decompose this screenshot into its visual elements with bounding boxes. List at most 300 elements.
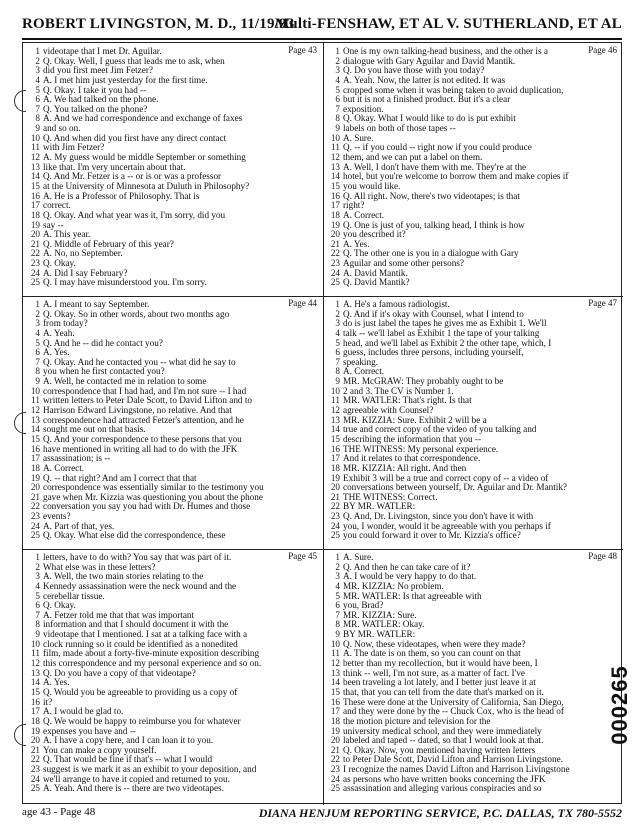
line-text: THE WITNESS: Correct.	[343, 492, 438, 502]
line-number: 22	[30, 755, 40, 765]
transcript-line	[26, 269, 320, 279]
line-number: 11	[331, 649, 340, 659]
line-text: videotape that I mentioned. I sat at a talking face with a	[43, 630, 248, 640]
transcript-line	[326, 678, 620, 688]
transcript-line	[26, 425, 320, 435]
line-number: 18	[330, 210, 340, 220]
line-text: head, and we'll label as Exhibit 2 the other tape, which, I	[343, 338, 552, 348]
transcript-line	[26, 124, 320, 134]
transcript-line	[326, 387, 620, 397]
line-text: Q. Okay. And he contacted you -- what did he say to	[43, 357, 236, 367]
transcript-line	[326, 358, 620, 368]
line-text: Q. Middle of February of this year?	[43, 239, 174, 249]
line-text: agreeable with Counsel?	[343, 406, 434, 416]
line-text: Q. And your correspondence to these persons that you	[43, 434, 242, 444]
transcript-line	[26, 454, 320, 464]
line-text: Q. And Mr. Fetzer is a -- or is or was a professor	[43, 172, 222, 182]
line-number: 7	[335, 357, 340, 367]
line-text: MR. McGRAW: They probably ought to be	[343, 377, 504, 387]
line-number: 2	[335, 562, 340, 572]
transcript-line	[326, 319, 620, 329]
line-number: 14	[30, 425, 40, 435]
line-number: 4	[35, 581, 40, 591]
transcript-line	[26, 630, 320, 640]
transcript-line	[26, 348, 320, 358]
binder-hole-mark	[14, 724, 26, 746]
transcript-line	[26, 182, 320, 192]
transcript-line	[26, 377, 320, 387]
line-text: better than my recollection, but it would have been, I	[343, 659, 538, 669]
line-text: events?	[43, 512, 71, 522]
line-number: 22	[30, 502, 40, 512]
line-number: 5	[335, 338, 340, 348]
transcript-line	[26, 95, 320, 105]
transcript-line	[26, 502, 320, 512]
line-number: 1	[35, 47, 40, 56]
line-text: Q. One is just of you, talking head, I think is how	[343, 220, 525, 230]
header-case-title: Multi-FENSHAW, ET AL V. SUTHERLAND, ET AL	[274, 16, 622, 32]
line-text: clock running so it could be identified as a nonedited	[43, 639, 238, 649]
line-number: 9	[35, 630, 40, 640]
transcript-line	[26, 406, 320, 416]
line-number: 20	[330, 483, 340, 493]
transcript-line	[26, 387, 320, 397]
line-text: correspondence had attracted Fetzer's attention, and he	[43, 415, 244, 425]
line-text: Q. Do you have a copy of that videotape?	[43, 668, 196, 678]
transcript-line	[26, 649, 320, 659]
binder-hole-mark	[14, 90, 26, 112]
line-number: 2	[35, 56, 40, 66]
line-text: the motion picture and television for the	[343, 716, 491, 726]
line-number: 13	[30, 415, 40, 425]
line-text: this correspondence and my personal experience and so on.	[43, 659, 262, 669]
transcript-line	[326, 367, 620, 377]
footer-page-range: age 43 - Page 48	[22, 806, 96, 818]
line-text: cerebellar tissue.	[43, 591, 105, 601]
line-number: 3	[35, 319, 40, 329]
transcript-line	[326, 582, 620, 592]
line-text: MR. KIZZIA: Sure.	[343, 610, 417, 620]
line-text: as persons who have written books concerning the JFK	[343, 774, 546, 784]
transcript-lines	[26, 300, 320, 541]
line-number: 9	[35, 124, 40, 134]
line-text: MR. KIZZIA: Sure. Exhibit 2 will be a	[343, 415, 487, 425]
transcript-line	[26, 483, 320, 493]
line-number: 25	[30, 531, 40, 541]
line-number: 18	[330, 716, 340, 726]
line-text: A. Yes.	[43, 678, 70, 688]
line-text: Q. Okay.	[43, 259, 76, 269]
transcript-line	[26, 240, 320, 250]
transcript-line	[26, 163, 320, 173]
line-text: MR. KIZZIA: All right. And then	[343, 463, 467, 473]
line-text: sought me out on that basis.	[43, 425, 146, 435]
line-number: 5	[35, 85, 40, 95]
transcript-lines	[26, 47, 320, 288]
line-text: Q. And he -- did he contact you?	[43, 338, 163, 348]
transcript-line	[26, 249, 320, 259]
transcript-line	[326, 416, 620, 426]
line-text: BY MR. WATLER:	[343, 630, 416, 640]
transcript-line	[326, 406, 620, 416]
line-number: 16	[30, 191, 40, 201]
transcript-line	[26, 582, 320, 592]
line-text: that, that you can tell from the date that's marked on it.	[343, 687, 544, 697]
line-number: 25	[30, 278, 40, 288]
line-number: 15	[330, 687, 340, 697]
line-number: 16	[30, 444, 40, 454]
line-number: 12	[330, 406, 340, 416]
line-text: expenses you have and --	[43, 726, 136, 736]
transcript-line	[326, 746, 620, 756]
line-number: 20	[30, 230, 40, 240]
transcript-line	[26, 445, 320, 455]
line-number: 7	[335, 610, 340, 620]
line-text: What else was in these letters?	[43, 562, 156, 572]
transcript-line	[26, 143, 320, 153]
transcript-line	[326, 765, 620, 775]
line-number: 17	[30, 454, 40, 464]
line-text: you, Brad?	[343, 601, 384, 611]
transcript-line	[326, 134, 620, 144]
transcript-line	[326, 512, 620, 522]
transcript-line	[326, 76, 620, 86]
transcript-line	[326, 86, 620, 96]
transcript-line	[26, 775, 320, 785]
line-number: 17	[330, 454, 340, 464]
transcript-line	[26, 358, 320, 368]
transcript-line	[326, 649, 620, 659]
line-text: Q. That would be fine if that's -- what I would	[43, 755, 213, 765]
line-text: THE WITNESS: My personal experience.	[343, 444, 499, 454]
line-number: 24	[30, 521, 40, 531]
line-number: 8	[35, 620, 40, 630]
line-text: speaking.	[343, 357, 378, 367]
transcript-line	[326, 377, 620, 387]
transcript-line	[26, 717, 320, 727]
line-number: 23	[30, 765, 40, 775]
line-number: 23	[330, 765, 340, 775]
line-text: say --	[43, 220, 64, 230]
line-text: exposition.	[343, 104, 384, 114]
line-number: 19	[330, 473, 340, 483]
line-number: 3	[35, 572, 40, 582]
transcript-line	[26, 278, 320, 288]
line-text: been traveling a lot lately, and I better just leave it at	[343, 678, 536, 688]
transcript-line	[26, 601, 320, 611]
line-text: A. I have a copy here, and I can loan it to you.	[43, 736, 214, 746]
transcript-line	[26, 669, 320, 679]
line-number: 10	[30, 133, 40, 143]
line-text: A. Well, the two main stories relating to the	[43, 572, 204, 582]
line-text: A. I would be very happy to do that.	[343, 572, 477, 582]
line-number: 6	[35, 348, 40, 358]
line-text: I recognize the names David Lifton and Harrison Livingstone	[343, 765, 570, 775]
footer-reporting-service: DIANA HENJUM REPORTING SERVICE, P.C. DALLAS, TX 780-5552	[258, 806, 622, 820]
line-text: Q. And, Dr. Livingston, since you don't have it with	[343, 512, 534, 522]
transcript-line	[26, 47, 320, 57]
line-number: 25	[330, 531, 340, 541]
transcript-line	[326, 502, 620, 512]
line-text: MR. WATLER: Is that agreeable with	[343, 591, 482, 601]
transcript-line	[326, 300, 620, 310]
transcript-line	[326, 310, 620, 320]
line-text: videotape that I met Dr. Aguilar.	[43, 47, 162, 56]
line-number: 6	[35, 601, 40, 611]
transcript-line	[26, 86, 320, 96]
line-number: 4	[335, 75, 340, 85]
line-number: 3	[335, 319, 340, 329]
line-number: 11	[331, 143, 340, 153]
line-text: think -- well, I'm not sure, as a matter of fact. I've	[343, 668, 525, 678]
page-number: Page 47	[588, 298, 617, 308]
line-text: true and correct copy of the video of you talking and	[343, 425, 537, 435]
transcript-line	[26, 755, 320, 765]
line-text: university medical school, and they were immediately	[343, 726, 542, 736]
transcript-page-44	[24, 297, 322, 549]
line-number: 15	[30, 687, 40, 697]
transcript-page-46	[324, 44, 622, 296]
line-number: 14	[30, 172, 40, 182]
transcript-line	[26, 105, 320, 115]
page-number: Page 45	[288, 551, 317, 561]
line-number: 24	[30, 774, 40, 784]
bates-stamp	[602, 650, 638, 760]
line-number: 19	[330, 726, 340, 736]
transcript-line	[326, 153, 620, 163]
transcript-line	[26, 201, 320, 211]
transcript-line	[26, 300, 320, 310]
line-text: A. Sure.	[343, 133, 374, 143]
line-text: Q. Okay. Well, I guess that leads me to ask, when	[43, 56, 225, 66]
transcript-line	[26, 153, 320, 163]
line-number: 10	[330, 386, 340, 396]
transcript-line	[326, 192, 620, 202]
transcript-line	[26, 678, 320, 688]
line-number: 10	[330, 133, 340, 143]
line-text: Q. Do you have those with you today?	[343, 66, 485, 76]
line-number: 14	[330, 425, 340, 435]
transcript-line	[326, 707, 620, 717]
line-number: 2	[335, 309, 340, 319]
line-text: Q. Okay. What I would like to do is put exhibit	[343, 114, 516, 124]
line-number: 1	[335, 47, 340, 56]
transcript-line	[326, 201, 620, 211]
line-text: have mentioned in writing all had to do with the JFK	[43, 444, 238, 454]
line-number: 18	[30, 463, 40, 473]
line-text: guess, includes three persons, including yourself,	[343, 348, 524, 358]
line-number: 23	[30, 512, 40, 522]
line-number: 15	[30, 181, 40, 191]
line-number: 16	[330, 444, 340, 454]
line-text: describing the information that you --	[343, 434, 482, 444]
transcript-line	[26, 211, 320, 221]
transcript-line	[26, 659, 320, 669]
line-number: 12	[30, 153, 40, 163]
line-number: 22	[330, 249, 340, 259]
line-number: 8	[335, 620, 340, 630]
line-number: 7	[35, 357, 40, 367]
line-number: 13	[330, 668, 340, 678]
transcript-line	[26, 435, 320, 445]
line-number: 8	[35, 367, 40, 377]
line-text: labeled and taped -- dated, so that I would look at that.	[343, 736, 544, 746]
line-text: A. Yeah. And there is -- there are two videotapes.	[43, 784, 224, 794]
transcript-line	[26, 727, 320, 737]
line-number: 6	[335, 95, 340, 105]
line-number: 9	[335, 377, 340, 387]
line-text: A. Well, he contacted me in relation to some	[43, 377, 207, 387]
line-text: A. Sure.	[343, 553, 374, 562]
transcript-line	[26, 396, 320, 406]
transcript-line	[26, 76, 320, 86]
page-number: Page 43	[288, 45, 317, 55]
line-text: at the University of Minnesota at Duluth in Philosophy?	[43, 181, 250, 191]
line-number: 22	[30, 249, 40, 259]
line-number: 4	[35, 328, 40, 338]
line-number: 5	[335, 85, 340, 95]
transcript-line	[326, 105, 620, 115]
transcript-line	[326, 522, 620, 532]
line-text: A. Correct.	[343, 210, 385, 220]
line-number: 12	[330, 153, 340, 163]
transcript-line	[326, 230, 620, 240]
transcript-line	[326, 396, 620, 406]
transcript-lines	[326, 47, 620, 288]
line-number: 11	[31, 143, 40, 153]
transcript-grid	[22, 42, 622, 804]
line-number: 19	[330, 220, 340, 230]
transcript-line	[326, 553, 620, 563]
line-text: Q. Okay. And what year was it, I'm sorry, did you	[43, 210, 226, 220]
line-text: talk -- we'll label as Exhibit 1 the tape of your talking	[343, 328, 540, 338]
line-text: cropped some when it was being taken to avoid duplication,	[343, 85, 564, 95]
line-text: like that. I'm very uncertain about that.	[43, 162, 186, 172]
line-text: hotel, but you're welcome to borrow them and make copies if	[343, 172, 569, 182]
line-text: A. My guess would be middle September or something	[43, 153, 246, 163]
line-number: 12	[30, 406, 40, 416]
transcript-line	[326, 278, 620, 288]
line-text: with Jim Fetzer?	[43, 143, 105, 153]
line-text: right?	[343, 201, 365, 211]
line-number: 4	[335, 581, 340, 591]
page-number: Page 46	[588, 45, 617, 55]
transcript-line	[326, 659, 620, 669]
line-text: And it relates to that correspondence.	[343, 454, 481, 464]
line-number: 21	[30, 239, 40, 249]
line-text: Q. Okay. I take it you had --	[43, 85, 147, 95]
line-text: A. He's a famous radiologist.	[343, 300, 450, 309]
line-text: written letters to Peter Dale Scott, to David Lifton and to	[43, 396, 252, 406]
line-number: 24	[330, 521, 340, 531]
transcript-line	[26, 367, 320, 377]
line-text: A. Correct.	[343, 367, 385, 377]
transcript-line	[326, 630, 620, 640]
transcript-page-48	[324, 550, 622, 802]
line-number: 17	[330, 201, 340, 211]
line-text: film, made about a forty-five-minute exposition describing	[43, 649, 260, 659]
line-text: A. Yes.	[343, 239, 370, 249]
line-number: 1	[35, 553, 40, 562]
line-number: 10	[30, 386, 40, 396]
line-text: A. We had talked on the phone.	[43, 95, 159, 105]
line-number: 23	[30, 259, 40, 269]
transcript-line	[326, 182, 620, 192]
line-text: One is my own talking-head business, and the other is a	[343, 47, 548, 56]
line-text: dialogue with Gary Aguilar and David Mantik.	[343, 56, 516, 66]
transcript-line	[326, 611, 620, 621]
transcript-line	[26, 230, 320, 240]
line-number: 2	[35, 562, 40, 572]
line-text: Exhibit 3 will be a true and correct copy of -- a video of	[343, 473, 549, 483]
transcript-line	[326, 454, 620, 464]
line-text: A. Did I say February?	[43, 268, 128, 278]
transcript-lines	[26, 553, 320, 794]
line-number: 2	[35, 309, 40, 319]
line-text: you described it?	[343, 230, 406, 240]
page-number: Page 44	[288, 298, 317, 308]
line-text: A. Yeah.	[43, 328, 75, 338]
transcript-line	[26, 221, 320, 231]
line-text: A. And we had correspondence and exchange of faxes	[43, 114, 243, 124]
line-text: did you first meet Jim Fetzer?	[43, 66, 153, 76]
transcript-line	[26, 522, 320, 532]
line-number: 9	[335, 124, 340, 134]
line-text: Q. We would be happy to reimburse you for whatever	[43, 716, 241, 726]
line-number: 7	[35, 104, 40, 114]
line-text: MR. KIZZIA: No problem.	[343, 581, 444, 591]
transcript-line	[26, 474, 320, 484]
line-number: 20	[330, 736, 340, 746]
transcript-line	[326, 736, 620, 746]
line-number: 7	[35, 610, 40, 620]
line-number: 15	[330, 181, 340, 191]
line-number: 1	[335, 300, 340, 309]
line-number: 4	[35, 75, 40, 85]
line-number: 24	[30, 268, 40, 278]
document-footer	[22, 806, 622, 822]
line-number: 1	[335, 553, 340, 562]
line-number: 9	[335, 630, 340, 640]
line-text: and they were done by the -- Chuck Cox, who is the head of	[343, 707, 564, 717]
transcript-line	[26, 192, 320, 202]
line-text: Aguilar and some other persons?	[343, 259, 464, 269]
transcript-lines	[326, 553, 620, 794]
line-text: Q. Okay. So in other words, about two months ago	[43, 309, 230, 319]
line-number: 19	[30, 726, 40, 736]
line-number: 21	[330, 492, 340, 502]
transcript-line	[326, 221, 620, 231]
line-text: A. Well, I don't have them with me. They're at the	[343, 162, 527, 172]
line-text: information and that I should document it with the	[43, 620, 229, 630]
transcript-line	[326, 269, 620, 279]
line-text: A. I met him just yesterday for the first time.	[43, 75, 208, 85]
line-text: Q. Okay. Now, you mentioned having written letters	[343, 745, 536, 755]
transcript-page-47	[324, 297, 622, 549]
line-number: 5	[335, 591, 340, 601]
line-number: 15	[330, 434, 340, 444]
transcript-line	[26, 464, 320, 474]
line-text: Q. -- that right? And am I correct that that	[43, 473, 197, 483]
transcript-line	[326, 620, 620, 630]
line-text: A. This year.	[43, 230, 91, 240]
line-text: conversation you say you had with Dr. Humes and those	[43, 502, 251, 512]
transcript-line	[326, 592, 620, 602]
line-number: 10	[330, 639, 340, 649]
transcript-line	[26, 620, 320, 630]
line-number: 21	[330, 745, 340, 755]
transcript-line	[26, 310, 320, 320]
